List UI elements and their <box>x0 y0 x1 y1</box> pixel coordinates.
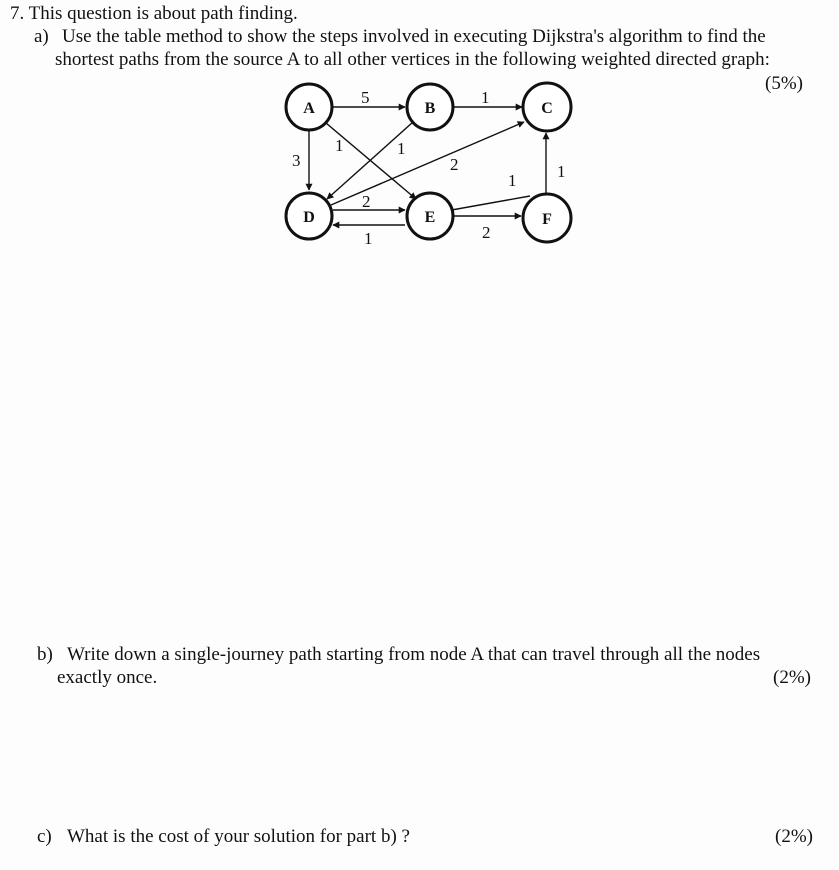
edge-b-d <box>327 122 413 199</box>
node-d <box>286 193 332 239</box>
edge-f-c-weight: 1 <box>557 162 566 181</box>
node-d-label: D <box>303 209 315 226</box>
node-f <box>523 194 571 242</box>
edge-e-f-weight: 2 <box>482 223 491 242</box>
part-c-label: c) <box>37 826 52 847</box>
question-heading: 7. This question is about path finding. <box>10 3 298 24</box>
node-e-label: E <box>424 209 436 226</box>
node-b-label: B <box>424 100 436 117</box>
node-a-label: A <box>303 100 315 117</box>
part-c-text: What is the cost of your solution for part b) ? <box>67 826 410 847</box>
edge-a-b-weight: 5 <box>361 88 370 107</box>
edge-a-e-weight: 1 <box>335 136 344 155</box>
part-a-marks: (5%) <box>765 73 803 94</box>
part-a-label: a) <box>34 26 49 47</box>
edge-b-c-weight: 1 <box>481 88 490 107</box>
edge-e-d-weight: 1 <box>364 229 373 248</box>
weighted-directed-graph <box>0 0 839 300</box>
node-a <box>286 84 332 130</box>
node-b <box>407 84 453 130</box>
part-b-line1: Write down a single-journey path starting from node A that can travel through all the nodes <box>67 644 761 665</box>
edge-f-e <box>446 196 530 211</box>
edge-d-e-weight: 2 <box>362 192 371 211</box>
node-c-label: C <box>541 100 553 117</box>
edge-b-d-weight: 1 <box>397 139 406 158</box>
edge-d-c-weight: 2 <box>450 155 459 174</box>
part-b-marks: (2%) <box>773 667 811 688</box>
part-b-label: b) <box>37 644 53 665</box>
part-c-marks: (2%) <box>775 826 813 847</box>
part-b-line2: exactly once. <box>57 667 158 688</box>
part-a-line2: shortest paths from the source A to all other vertices in the following weighted directed graph: <box>55 49 770 70</box>
edge-a-d-weight: 3 <box>292 151 301 170</box>
part-a-line1: Use the table method to show the steps involved in executing Dijkstra's algorithm to find the <box>62 26 766 47</box>
edge-f-e-weight: 1 <box>508 171 517 190</box>
node-c <box>523 83 571 131</box>
node-e <box>407 193 453 239</box>
node-f-label: F <box>542 211 552 228</box>
